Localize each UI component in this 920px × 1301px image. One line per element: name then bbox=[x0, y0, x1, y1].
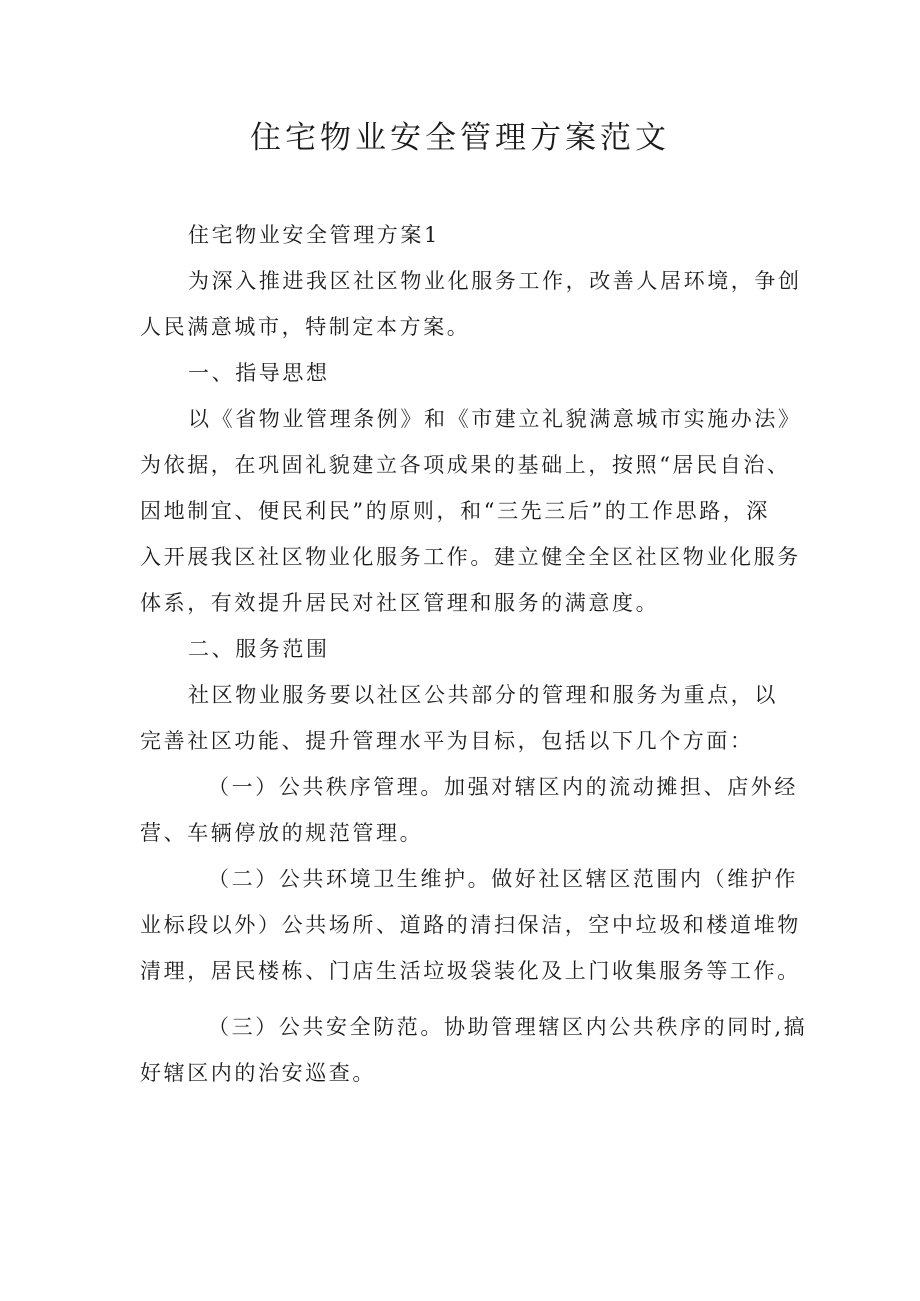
section-heading: 一、指导思想 bbox=[188, 361, 330, 385]
list-item-line: （一）公共秩序管理。加强对辖区内的流动摊担、店外经 bbox=[208, 775, 798, 799]
paragraph-line: 清理，居民楼栋、门店生活垃圾袋装化及上门收集服务等工作。 bbox=[140, 959, 801, 983]
paragraph-line: 好辖区内的治安巡查。 bbox=[140, 1061, 376, 1085]
section-heading: 住宅物业安全管理方案1 bbox=[188, 223, 440, 247]
document-body bbox=[140, 212, 808, 1096]
document-title: 住宅物业安全管理方案范文 bbox=[250, 120, 670, 156]
list-item-line: （二）公共环境卫生维护。做好社区辖区范围内（维护作 bbox=[208, 867, 798, 891]
paragraph-line: 业标段以外）公共场所、道路的清扫保洁，空中垃圾和楼道堆物 bbox=[140, 913, 801, 937]
paragraph-line: 因地制宜、便民利民”的原则，和“三先三后”的工作思路，深 bbox=[140, 499, 771, 523]
paragraph-spacer bbox=[140, 994, 790, 1004]
paragraph-line: 人民满意城市，特制定本方案。 bbox=[140, 315, 471, 339]
paragraph-line: 完善社区功能、提升管理水平为目标，包括以下几个方面： bbox=[140, 729, 754, 753]
paragraph-line: 为依据，在巩固礼貌建立各项成果的基础上，按照“居民自治、 bbox=[140, 453, 791, 477]
paragraph-line: 以《省物业管理条例》和《市建立礼貌满意城市实施办法》 bbox=[188, 407, 802, 431]
paragraph-line: 社区物业服务要以社区公共部分的管理和服务为重点，以 bbox=[188, 683, 778, 707]
section-heading: 二、服务范围 bbox=[188, 637, 330, 661]
paragraph-line: 为深入推进我区社区物业化服务工作，改善人居环境，争创 bbox=[188, 269, 802, 293]
paragraph-line: 体系，有效提升居民对社区管理和服务的满意度。 bbox=[140, 591, 660, 615]
list-item-line: （三）公共安全防范。协助管理辖区内公共秩序的同时,搞 bbox=[208, 1015, 808, 1039]
paragraph-line: 入开展我区社区物业化服务工作。建立健全全区社区物业化服务 bbox=[140, 545, 801, 569]
paragraph-line: 营、车辆停放的规范管理。 bbox=[140, 821, 424, 845]
